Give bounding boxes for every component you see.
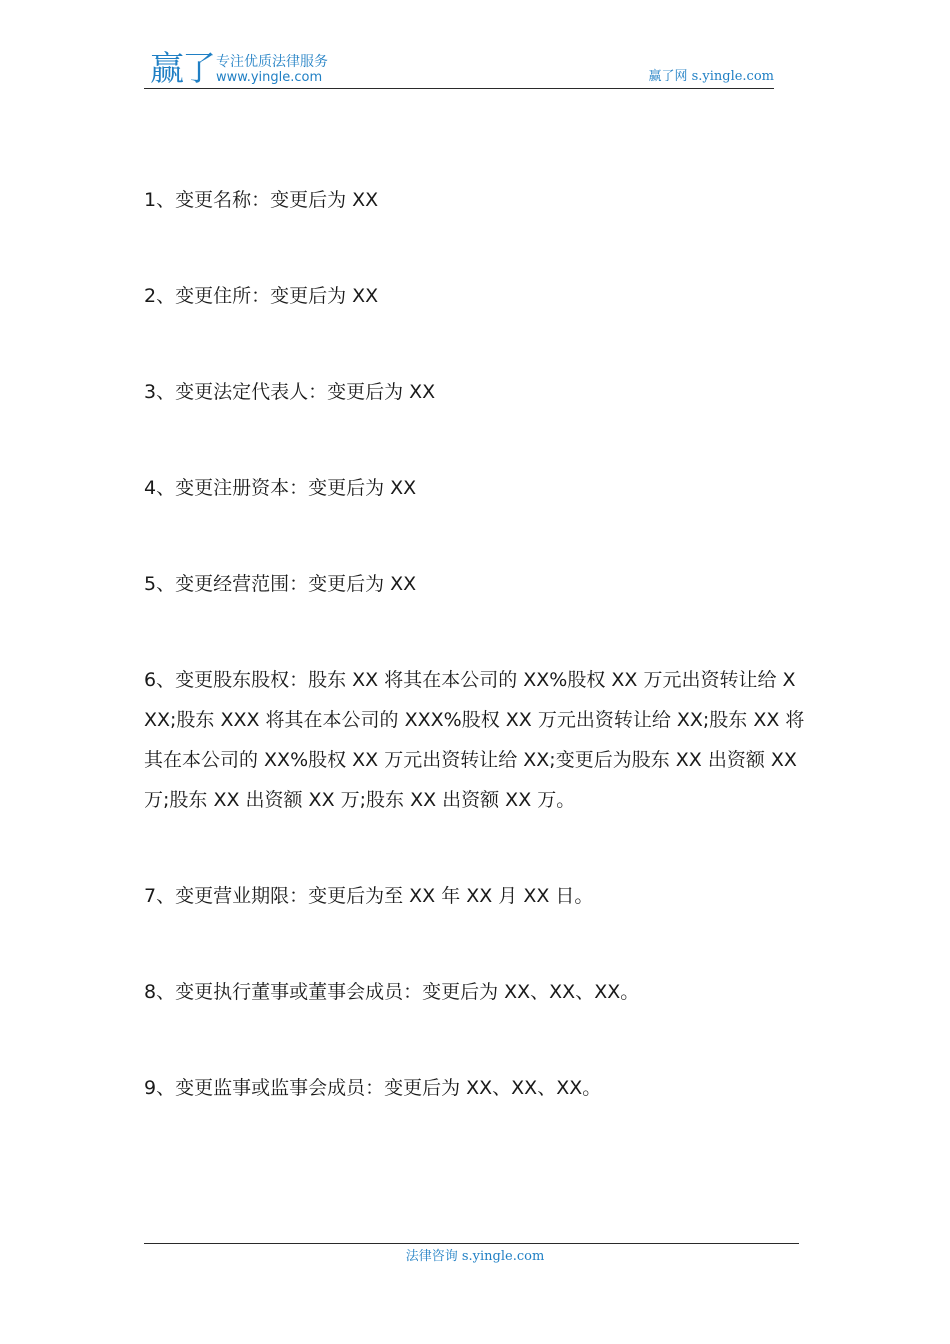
list-item-2: 2、变更住所：变更后为 XX — [144, 285, 379, 307]
page-header — [144, 48, 774, 89]
list-item-1: 1、变更名称：变更后为 XX — [144, 189, 379, 211]
document-body — [144, 180, 806, 1108]
list-item-5: 5、变更经营范围：变更后为 XX — [144, 573, 417, 595]
list-item-3: 3、变更法定代表人：变更后为 XX — [144, 381, 436, 403]
list-item-9: 9、变更监事或监事会成员：变更后为 XX、XX、XX。 — [144, 1077, 602, 1099]
list-item-7: 7、变更营业期限：变更后为至 XX 年 XX 月 XX 日。 — [144, 885, 594, 907]
list-item-4: 4、变更注册资本：变更后为 XX — [144, 477, 417, 499]
logo-slogan: 专注优质法律服务 — [216, 54, 328, 70]
logo: 赢了 — [150, 49, 214, 89]
logo-url[interactable]: www.yingle.com — [216, 70, 323, 85]
footer-link[interactable]: 法律咨询 s.yingle.com — [405, 1249, 545, 1264]
list-item-8: 8、变更执行董事或董事会成员：变更后为 XX、XX、XX。 — [144, 981, 640, 1003]
footer-divider — [144, 1243, 799, 1244]
site-link[interactable]: 赢了网 s.yingle.com — [648, 69, 774, 84]
list-item-6: 6、变更股东股权：股东 XX 将其在本公司的 XX%股权 XX 万元出资转让给 XXX;股东 XXX 将其在本公司的 XXX%股权 XX 万元出资转让给 XX;股东 XX 将其在本公司的 XX%股权 XX 万元出资转让给 XX;变更后为股东 XX 出资额 XX 万;股东 XX 出资额 XX 万;股东 XX 出资额 XX 万。 — [144, 669, 805, 811]
